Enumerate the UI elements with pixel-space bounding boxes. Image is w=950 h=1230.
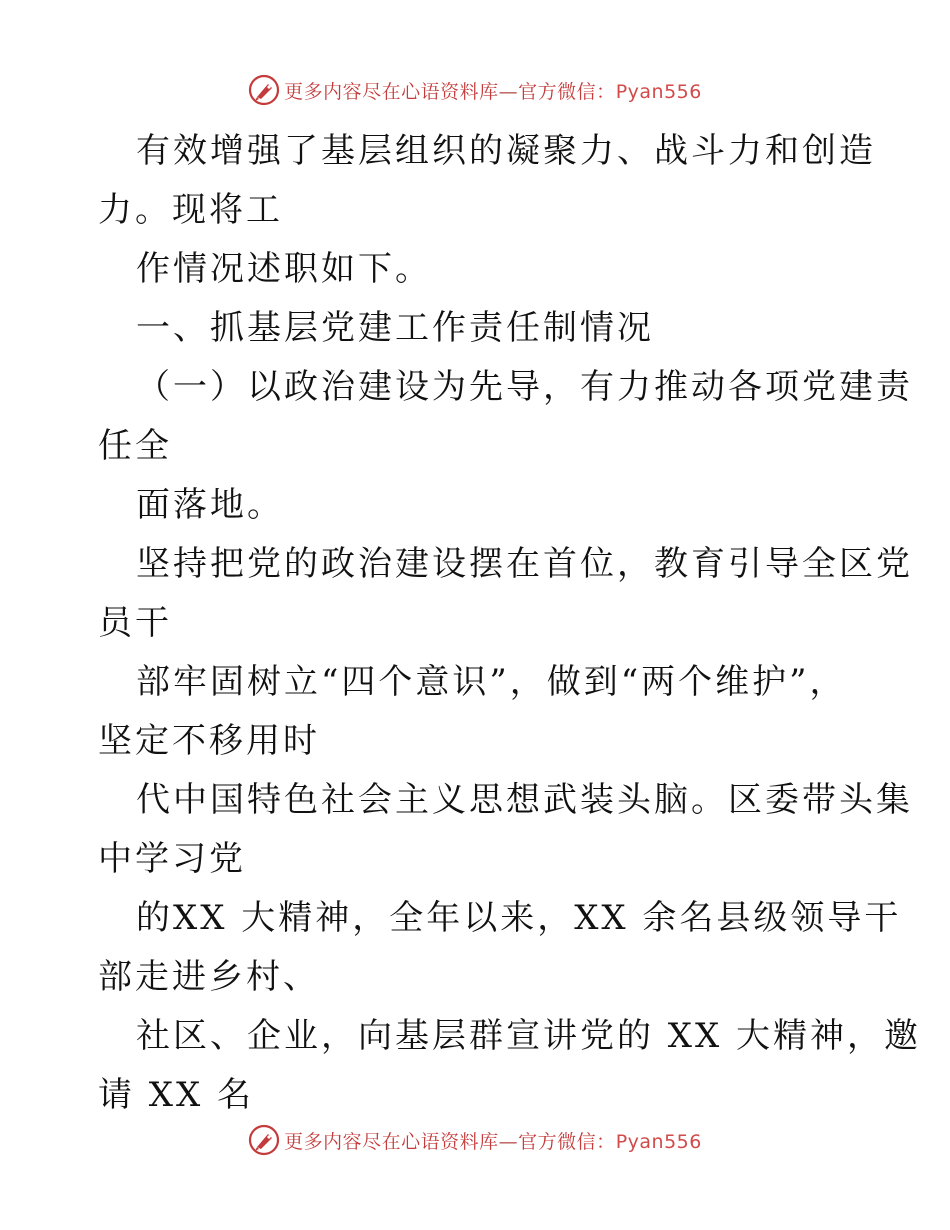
document-body — [98, 122, 922, 1125]
subsection-heading: （一）以政治建设为先导，有力推动各项党建责 — [136, 367, 913, 407]
header-banner — [0, 72, 950, 108]
footer-banner — [0, 1122, 950, 1158]
text-line: 部走进乡村、 — [98, 957, 320, 997]
banner-slogan: 更多内容尽在心语资料库 — [284, 1130, 499, 1153]
text-line: 部牢固树立“四个意识”，做到“两个维护”， — [136, 662, 847, 702]
pen-nib-logo-icon — [248, 1124, 280, 1156]
banner-separator: — — [498, 80, 519, 103]
text-line: 社区、企业，向基层群宣讲党的 XX 大精神，邀 — [136, 1016, 922, 1056]
banner-wechat-label: 官方微信： — [518, 1130, 616, 1153]
text-line: 坚定不移用时 — [98, 721, 320, 761]
text-line: 作情况述职如下。 — [136, 249, 432, 289]
text-line: 代中国特色社会主义思想武装头脑。区委带头集 — [136, 780, 913, 820]
banner-wechat-id: Pyan556 — [615, 80, 702, 103]
banner-text — [284, 1127, 702, 1154]
banner-text — [284, 77, 702, 104]
banner-wechat-id: Pyan556 — [615, 1130, 702, 1153]
text-line: 员干 — [98, 603, 172, 643]
text-line: 任全 — [98, 426, 172, 466]
text-line: 力。现将工 — [98, 190, 283, 230]
text-line: 中学习党 — [98, 839, 246, 879]
pen-nib-logo-icon — [248, 74, 280, 106]
banner-separator: — — [498, 1130, 519, 1153]
text-line: 坚持把党的政治建设摆在首位，教育引导全区党 — [136, 544, 913, 584]
banner-slogan: 更多内容尽在心语资料库 — [284, 80, 499, 103]
text-line: 面落地。 — [136, 485, 284, 525]
text-line: 的XX 大精神，全年以来，XX 余名县级领导干 — [136, 898, 902, 938]
text-line: 有效增强了基层组织的凝聚力、战斗力和创造 — [136, 131, 876, 171]
text-line: 请 XX 名 — [98, 1075, 255, 1115]
section-heading: 一、抓基层党建工作责任制情况 — [136, 308, 654, 348]
banner-wechat-label: 官方微信： — [518, 80, 616, 103]
